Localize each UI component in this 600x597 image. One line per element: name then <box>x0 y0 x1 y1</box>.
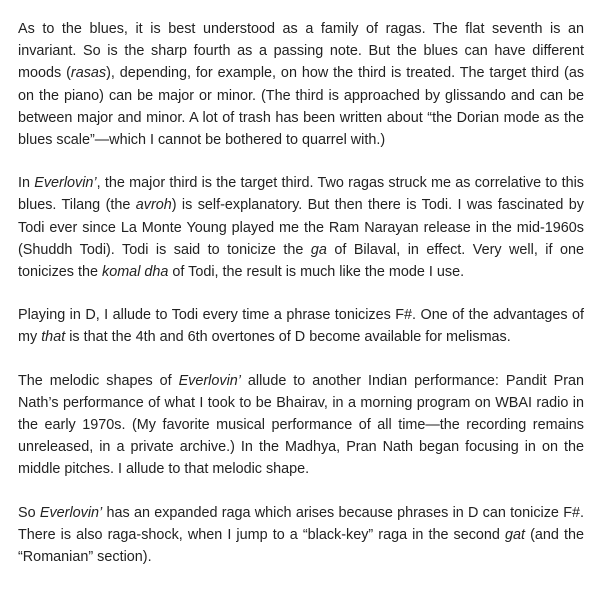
text-segment: (and the “Romanian” section). <box>18 526 584 566</box>
paragraph-melodic-shapes <box>18 370 584 481</box>
text-segment-italic: avroh <box>135 197 172 214</box>
paragraph-playing-in-d <box>18 304 584 348</box>
text-segment-italic: Everlovin’ <box>39 504 103 521</box>
text-segment-italic: komal dha <box>102 264 169 281</box>
text-segment: As to the blues, it is best understood as a family of ragas. The flat seventh is an invariant. So is the sharp fourth as a passing note. But the blues can have different moods ( <box>18 21 584 82</box>
text-segment: Playing in D, I allude to Todi every time a phrase tonicizes F#. One of the advantages of my <box>18 307 584 346</box>
text-segment-italic: Everlovin’ <box>34 175 97 192</box>
text-segment: is that the 4th and 6th overtones of D become available for melismas. <box>65 329 511 346</box>
text-segment: ) is self-explanatory. But then there is Todi. I was fascinated by Todi ever since La Monte Young played me the Ram Narayan release in the mid-1960s (Shuddh Todi). Todi is said to tonicize the <box>18 197 584 258</box>
document-page <box>18 18 584 568</box>
text-segment: So <box>18 504 40 521</box>
text-segment: allude to another Indian performance: Pandit Pran Nath’s performance of what I took to be Bhairav, in a morning program on WBAI radio in the early 1970s. (My favorite musical performance of all time—the recording remains unreleased, in a private archive.) In the Madhya, Pran Nath began focusing in on the middle pitches. I allude to that melodic shape. <box>18 372 584 478</box>
text-segment: In <box>18 175 35 192</box>
paragraph-blues-ragas <box>18 18 584 151</box>
text-segment: , the major third is the target third. Two ragas struck me as correlative to this blues. Tilang (the <box>18 175 584 214</box>
text-segment: The melodic shapes of <box>18 372 179 389</box>
paragraph-everlovin-todi <box>18 172 584 283</box>
text-segment: has an expanded raga which arises because phrases in D can tonicize F#. There is also raga-shock, when I jump to a “black-key” raga in the second <box>18 504 584 543</box>
text-segment: ), depending, for example, on how the third is treated. The target third (as on the piano) can be major or minor. (The third is approached by glissando and can be between major and minor. A lot of trash has been written about “the Dorian mode as the blues scale”—which I cannot be bothered to quarrel with.) <box>18 65 585 149</box>
text-segment: of Bilaval, in effect. Very well, if one tonicizes the <box>18 241 584 281</box>
paragraph-expanded-raga <box>18 502 584 569</box>
text-segment-italic: that <box>41 329 66 346</box>
text-segment-italic: gat <box>505 526 526 543</box>
text-segment-italic: Everlovin’ <box>178 372 241 389</box>
text-segment-italic: ga <box>310 241 327 258</box>
text-segment: of Todi, the result is much like the mode I use. <box>168 264 465 281</box>
text-segment-italic: rasas <box>70 65 107 82</box>
